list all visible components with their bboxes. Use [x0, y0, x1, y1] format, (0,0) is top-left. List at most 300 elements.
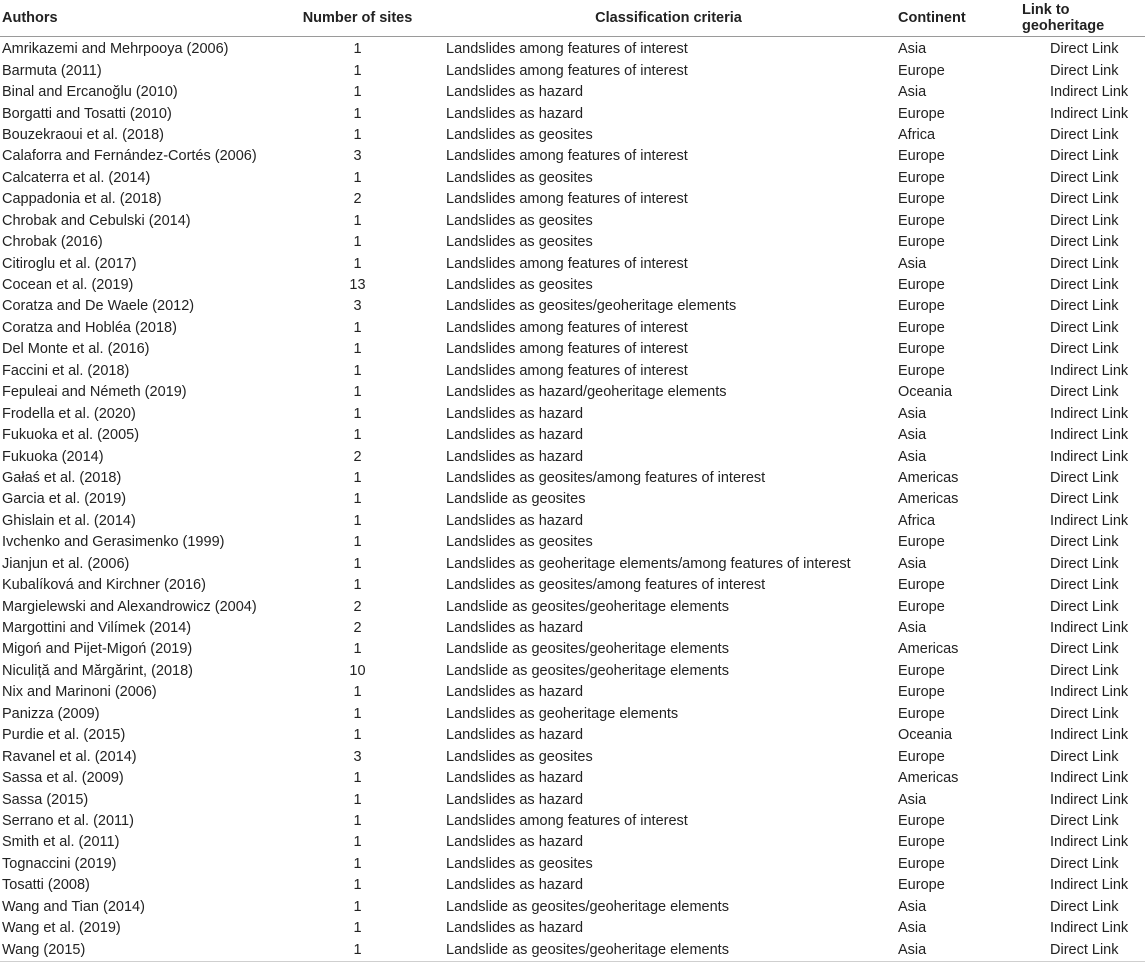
cell-classification — [441, 789, 896, 810]
table-row — [0, 37, 1145, 61]
cell-author: Migoń and Pijet-Migoń (2019) — [2, 641, 193, 658]
header-row — [0, 0, 1145, 37]
cell-link: Direct Link — [1050, 812, 1119, 829]
cell-author: Niculiță and Mărgărint, (2018) — [2, 662, 194, 679]
cell-classification — [441, 103, 896, 124]
cell-continent: Europe — [898, 855, 945, 872]
cell-link: Direct Link — [1050, 341, 1119, 358]
cell-number-of-sites: 1 — [353, 62, 362, 79]
table-row — [0, 318, 1145, 339]
cell-author: Coratza and Hobléa (2018) — [2, 319, 177, 336]
cell-author: Bouzekraoui et al. (2018) — [2, 126, 165, 143]
cell-link: Direct Link — [1050, 748, 1119, 765]
classification-text: Landslides as hazard — [446, 920, 584, 937]
cell-classification — [441, 811, 896, 832]
table-header — [0, 0, 1145, 37]
cell-classification — [441, 446, 896, 467]
classification-text: Landslides as geosites — [446, 126, 593, 143]
cell-link: Indirect Link — [1050, 877, 1129, 894]
cell-author: Wang et al. (2019) — [2, 920, 121, 937]
cell-classification — [441, 146, 896, 167]
cell-author: Coratza and De Waele (2012) — [2, 298, 195, 315]
cell-link: Indirect Link — [1050, 920, 1129, 937]
cell-author: Ghislain et al. (2014) — [2, 512, 136, 529]
cell-continent: Europe — [898, 662, 945, 679]
cell-author: Cappadonia et al. (2018) — [2, 191, 162, 208]
table-row — [0, 468, 1145, 489]
cell-author: Barmuta (2011) — [2, 62, 102, 79]
table-row — [0, 189, 1145, 210]
cell-number-of-sites: 1 — [353, 84, 362, 101]
cell-link: Direct Link — [1050, 662, 1119, 679]
classification-text: Landslide as geosites/geoheritage elements — [446, 641, 729, 658]
table-row — [0, 639, 1145, 660]
cell-continent: Asia — [898, 448, 927, 465]
cell-number-of-sites: 1 — [353, 169, 362, 186]
cell-author: Binal and Ercanoğlu (2010) — [2, 84, 178, 101]
cell-number-of-sites: 1 — [353, 105, 362, 122]
cell-classification — [441, 275, 896, 296]
cell-classification — [441, 768, 896, 789]
cell-author: Cocean et al. (2019) — [2, 277, 134, 294]
classification-text: Landslide as geosites — [446, 491, 586, 508]
cell-classification — [441, 339, 896, 360]
cell-author: Frodella et al. (2020) — [2, 405, 136, 422]
cell-link: Direct Link — [1050, 319, 1119, 336]
cell-classification — [441, 125, 896, 146]
cell-number-of-sites: 1 — [353, 126, 362, 143]
cell-author: Gałaś et al. (2018) — [2, 469, 122, 486]
cell-classification — [441, 318, 896, 339]
header-authors: Authors — [0, 0, 274, 37]
table-row — [0, 596, 1145, 617]
classification-text: Landslides as geosites — [446, 748, 593, 765]
classification-text: Landslides as hazard — [446, 105, 584, 122]
classification-text: Landslides among features of interest — [446, 812, 688, 829]
table-row — [0, 275, 1145, 296]
cell-link: Indirect Link — [1050, 791, 1129, 808]
table-row — [0, 82, 1145, 103]
cell-author: Calaforra and Fernández-Cortés (2006) — [2, 148, 257, 165]
cell-number-of-sites: 2 — [353, 448, 362, 465]
cell-link: Indirect Link — [1050, 620, 1129, 637]
table-row — [0, 618, 1145, 639]
classification-text: Landslides as geosites — [446, 169, 593, 186]
cell-continent: Americas — [898, 770, 959, 787]
table-row — [0, 403, 1145, 424]
cell-classification — [441, 37, 896, 61]
cell-author: Fukuoka et al. (2005) — [2, 427, 140, 444]
cell-continent: Europe — [898, 277, 945, 294]
cell-author: Smith et al. (2011) — [2, 834, 120, 851]
table-row — [0, 511, 1145, 532]
cell-number-of-sites: 1 — [353, 41, 362, 58]
cell-classification — [441, 361, 896, 382]
cell-link: Direct Link — [1050, 577, 1119, 594]
cell-continent: Europe — [898, 577, 945, 594]
table-row — [0, 897, 1145, 918]
cell-continent: Asia — [898, 920, 927, 937]
cell-number-of-sites: 3 — [353, 748, 362, 765]
cell-number-of-sites: 1 — [353, 834, 362, 851]
cell-author: Nix and Marinoni (2006) — [2, 684, 157, 701]
table-row — [0, 232, 1145, 253]
cell-link: Indirect Link — [1050, 834, 1129, 851]
cell-classification — [441, 211, 896, 232]
cell-continent: Asia — [898, 427, 927, 444]
table-row — [0, 103, 1145, 124]
classification-text: Landslide as geosites/geoheritage elements — [446, 941, 729, 958]
table-row — [0, 768, 1145, 789]
cell-author: Del Monte et al. (2016) — [2, 341, 150, 358]
cell-link: Direct Link — [1050, 598, 1119, 615]
cell-continent: Europe — [898, 705, 945, 722]
classification-text: Landslides as geosites — [446, 534, 593, 551]
classification-text: Landslides as geosites/among features of interest — [446, 577, 766, 594]
cell-link: Direct Link — [1050, 855, 1119, 872]
cell-number-of-sites: 1 — [353, 234, 362, 251]
classification-text: Landslides among features of interest — [446, 255, 688, 272]
cell-continent: Asia — [896, 939, 1022, 961]
cell-number-of-sites: 1 — [353, 319, 362, 336]
cell-continent: Americas — [898, 641, 959, 658]
cell-number-of-sites: 1 — [353, 898, 362, 915]
classification-text: Landslides as hazard — [446, 877, 584, 894]
cell-continent: Asia — [898, 405, 927, 422]
cell-author: Panizza (2009) — [2, 705, 100, 722]
cell-link: Direct Link — [1050, 212, 1119, 229]
cell-link: Direct Link — [1050, 555, 1119, 572]
cell-author: Tosatti (2008) — [2, 877, 90, 894]
table-row — [0, 875, 1145, 896]
cell-link: Direct Link — [1050, 534, 1119, 551]
classification-text: Landslides as hazard — [446, 620, 584, 637]
cell-link: Indirect Link — [1050, 105, 1129, 122]
classification-text: Landslides among features of interest — [446, 62, 688, 79]
cell-continent: Asia — [898, 898, 927, 915]
classification-text: Landslides as hazard — [446, 448, 584, 465]
cell-continent: Europe — [898, 191, 945, 208]
cell-classification — [441, 575, 896, 596]
cell-number-of-sites: 3 — [353, 148, 362, 165]
table-row — [0, 789, 1145, 810]
cell-number-of-sites: 2 — [353, 598, 362, 615]
classification-text: Landslides as hazard — [446, 427, 584, 444]
cell-classification — [441, 425, 896, 446]
cell-author: Citiroglu et al. (2017) — [2, 255, 137, 272]
cell-continent: Oceania — [898, 727, 953, 744]
classification-text: Landslides as hazard — [446, 405, 584, 422]
cell-link: Indirect Link — [1050, 512, 1129, 529]
classification-text: Landslides as hazard — [446, 512, 584, 529]
classification-text: Landslide as geosites/geoheritage elements — [446, 898, 729, 915]
cell-number-of-sites: 1 — [353, 727, 362, 744]
cell-link: Direct Link — [1050, 705, 1119, 722]
cell-link: Direct Link — [1050, 234, 1119, 251]
cell-author: Borgatti and Tosatti (2010) — [2, 105, 172, 122]
cell-continent: Europe — [898, 169, 945, 186]
table-row — [0, 554, 1145, 575]
table-body — [0, 37, 1145, 962]
cell-author: Serrano et al. (2011) — [2, 812, 134, 829]
table-row — [0, 489, 1145, 510]
cell-continent: Europe — [898, 148, 945, 165]
cell-classification — [441, 618, 896, 639]
cell-number-of-sites: 1 — [353, 812, 362, 829]
table-row — [0, 339, 1145, 360]
cell-link: Direct Link — [1050, 277, 1119, 294]
cell-continent: Oceania — [898, 384, 953, 401]
cell-link: Indirect Link — [1050, 84, 1129, 101]
cell-continent: Europe — [898, 341, 945, 358]
cell-classification — [441, 832, 896, 853]
classification-text: Landslides as hazard — [446, 727, 584, 744]
classification-text: Landslides among features of interest — [446, 362, 688, 379]
table-row — [0, 146, 1145, 167]
classification-text: Landslides as geoheritage elements — [446, 705, 679, 722]
cell-number-of-sites: 1 — [353, 684, 362, 701]
cell-author: Purdie et al. (2015) — [2, 727, 126, 744]
cell-classification — [441, 532, 896, 553]
table-row — [0, 661, 1145, 682]
cell-number-of-sites: 1 — [353, 770, 362, 787]
cell-continent: Europe — [898, 877, 945, 894]
cell-link: Indirect Link — [1050, 684, 1129, 701]
cell-classification — [441, 253, 896, 274]
cell-continent: Europe — [898, 212, 945, 229]
cell-classification — [441, 489, 896, 510]
cell-classification — [441, 918, 896, 939]
cell-number-of-sites: 1 — [353, 641, 362, 658]
cell-number-of-sites: 1 — [353, 534, 362, 551]
classification-text: Landslides as hazard/geoheritage elements — [446, 384, 727, 401]
cell-author: Margielewski and Alexandrowicz (2004) — [2, 598, 257, 615]
table-row — [0, 168, 1145, 189]
table-row — [0, 361, 1145, 382]
cell-number-of-sites: 1 — [353, 877, 362, 894]
cell-continent: Europe — [898, 812, 945, 829]
cell-author: Ivchenko and Gerasimenko (1999) — [2, 534, 225, 551]
cell-continent: Africa — [898, 126, 936, 143]
cell-link: Direct Link — [1050, 641, 1119, 658]
cell-continent: Europe — [898, 62, 945, 79]
cell-classification — [441, 596, 896, 617]
cell-number-of-sites: 1 — [353, 405, 362, 422]
cell-author: Amrikazemi and Mehrpooya (2006) — [2, 41, 229, 58]
cell-classification — [441, 854, 896, 875]
cell-link: Indirect Link — [1050, 448, 1129, 465]
table-row — [0, 939, 1145, 961]
cell-classification — [441, 232, 896, 253]
cell-link: Direct Link — [1050, 255, 1119, 272]
cell-continent: Americas — [898, 469, 959, 486]
table-row — [0, 211, 1145, 232]
cell-classification — [441, 746, 896, 767]
cell-number-of-sites: 1 — [353, 705, 362, 722]
cell-link: Indirect Link — [1050, 727, 1129, 744]
classification-text: Landslides among features of interest — [446, 41, 688, 58]
cell-classification — [441, 725, 896, 746]
header-classification-criteria: Classification criteria — [441, 0, 896, 37]
cell-author: Margottini and Vilímek (2014) — [2, 620, 192, 637]
cell-link: Direct Link — [1050, 491, 1119, 508]
cell-number-of-sites: 2 — [353, 191, 362, 208]
table-row — [0, 832, 1145, 853]
cell-classification — [441, 554, 896, 575]
header-link-to-geoheritage: Link to geoheritage — [1022, 0, 1145, 37]
table-row — [0, 446, 1145, 467]
cell-link: Direct Link — [1050, 898, 1119, 915]
cell-number-of-sites: 1 — [353, 212, 362, 229]
cell-continent: Europe — [898, 105, 945, 122]
cell-continent: Europe — [898, 598, 945, 615]
classification-text: Landslides as hazard — [446, 834, 584, 851]
cell-continent: Europe — [898, 834, 945, 851]
cell-link: Direct Link — [1050, 384, 1119, 401]
table-row — [0, 125, 1145, 146]
table-row — [0, 854, 1145, 875]
cell-continent: Europe — [898, 534, 945, 551]
cell-author: Chrobak (2016) — [2, 234, 103, 251]
table-row — [0, 918, 1145, 939]
cell-link: Indirect Link — [1050, 405, 1129, 422]
cell-number-of-sites: 1 — [353, 469, 362, 486]
cell-number-of-sites: 1 — [353, 555, 362, 572]
classification-text: Landslides as hazard — [446, 770, 584, 787]
cell-continent: Asia — [898, 41, 927, 58]
classification-text: Landslides as hazard — [446, 84, 584, 101]
cell-number-of-sites: 2 — [353, 620, 362, 637]
classification-text: Landslides as geosites/geoheritage elements — [446, 298, 737, 315]
cell-continent: Asia — [898, 255, 927, 272]
cell-author: Ravanel et al. (2014) — [2, 748, 137, 765]
cell-author: Calcaterra et al. (2014) — [2, 169, 151, 186]
cell-author: Fukuoka (2014) — [2, 448, 104, 465]
classification-text: Landslides as geoheritage elements/among features of interest — [446, 555, 851, 572]
cell-link: Direct Link — [1022, 939, 1145, 961]
classification-text: Landslides as geosites — [446, 855, 593, 872]
cell-classification — [441, 639, 896, 660]
cell-number-of-sites: 1 — [274, 939, 441, 961]
cell-classification — [441, 511, 896, 532]
cell-author: Sassa (2015) — [2, 791, 89, 808]
cell-link: Indirect Link — [1050, 427, 1129, 444]
table-row — [0, 425, 1145, 446]
cell-link: Direct Link — [1050, 169, 1119, 186]
table-row — [0, 296, 1145, 317]
cell-continent: Europe — [898, 234, 945, 251]
cell-link: Indirect Link — [1050, 362, 1129, 379]
cell-author: Fepuleai and Németh (2019) — [2, 384, 187, 401]
table-row — [0, 704, 1145, 725]
classification-text: Landslides as hazard — [446, 791, 584, 808]
cell-classification — [441, 382, 896, 403]
table-row — [0, 725, 1145, 746]
cell-link: Direct Link — [1050, 148, 1119, 165]
cell-number-of-sites: 10 — [349, 662, 366, 679]
cell-continent: Europe — [898, 298, 945, 315]
table-row — [0, 811, 1145, 832]
cell-author: Sassa et al. (2009) — [2, 770, 124, 787]
cell-author: Chrobak and Cebulski (2014) — [2, 212, 191, 229]
cell-continent: Asia — [898, 84, 927, 101]
cell-author: Jianjun et al. (2006) — [2, 555, 130, 572]
cell-classification — [441, 875, 896, 896]
cell-link: Direct Link — [1050, 298, 1119, 315]
cell-continent: Asia — [898, 620, 927, 637]
cell-classification — [441, 704, 896, 725]
classification-text: Landslides among features of interest — [446, 191, 688, 208]
table-row — [0, 60, 1145, 81]
cell-continent: Europe — [898, 319, 945, 336]
cell-number-of-sites: 1 — [353, 791, 362, 808]
cell-link: Direct Link — [1050, 126, 1119, 143]
cell-number-of-sites: 1 — [353, 491, 362, 508]
cell-author: Faccini et al. (2018) — [2, 362, 130, 379]
cell-author: Kubalíková and Kirchner (2016) — [2, 577, 206, 594]
cell-number-of-sites: 1 — [353, 512, 362, 529]
classification-text: Landslides among features of interest — [446, 148, 688, 165]
cell-author: Tognaccini (2019) — [2, 855, 117, 872]
cell-classification — [441, 403, 896, 424]
cell-continent: Americas — [898, 491, 959, 508]
classification-text: Landslides among features of interest — [446, 319, 688, 336]
cell-number-of-sites: 1 — [353, 384, 362, 401]
classification-text: Landslides as geosites/among features of interest — [446, 469, 766, 486]
cell-link: Indirect Link — [1050, 770, 1129, 787]
cell-number-of-sites: 1 — [353, 255, 362, 272]
classification-text: Landslides as hazard — [446, 684, 584, 701]
cell-classification — [441, 661, 896, 682]
cell-author: Wang and Tian (2014) — [2, 898, 145, 915]
classification-text: Landslides as geosites — [446, 212, 593, 229]
cell-continent: Europe — [898, 362, 945, 379]
cell-link: Direct Link — [1050, 62, 1119, 79]
cell-continent: Europe — [898, 748, 945, 765]
cell-author: Garcia et al. (2019) — [2, 491, 127, 508]
table-row — [0, 746, 1145, 767]
cell-classification — [441, 897, 896, 918]
cell-link: Direct Link — [1050, 41, 1119, 58]
cell-classification — [441, 296, 896, 317]
cell-classification — [441, 82, 896, 103]
cell-number-of-sites: 1 — [353, 427, 362, 444]
cell-number-of-sites: 1 — [353, 855, 362, 872]
cell-classification — [441, 60, 896, 81]
cell-continent: Europe — [898, 684, 945, 701]
header-number-of-sites: Number of sites — [274, 0, 441, 37]
cell-classification — [441, 189, 896, 210]
cell-number-of-sites: 1 — [353, 920, 362, 937]
cell-continent: Asia — [898, 791, 927, 808]
classification-text: Landslides among features of interest — [446, 341, 688, 358]
cell-classification — [441, 168, 896, 189]
table-row — [0, 382, 1145, 403]
cell-classification — [441, 939, 896, 961]
cell-classification — [441, 682, 896, 703]
cell-author: Wang (2015) — [0, 939, 274, 961]
cell-number-of-sites: 1 — [353, 577, 362, 594]
cell-number-of-sites: 1 — [353, 341, 362, 358]
table-row — [0, 682, 1145, 703]
classification-text: Landslide as geosites/geoheritage elements — [446, 598, 729, 615]
cell-continent: Asia — [898, 555, 927, 572]
cell-link: Direct Link — [1050, 469, 1119, 486]
table-row — [0, 253, 1145, 274]
cell-classification — [441, 468, 896, 489]
table-row — [0, 575, 1145, 596]
classification-text: Landslide as geosites/geoheritage elements — [446, 662, 729, 679]
